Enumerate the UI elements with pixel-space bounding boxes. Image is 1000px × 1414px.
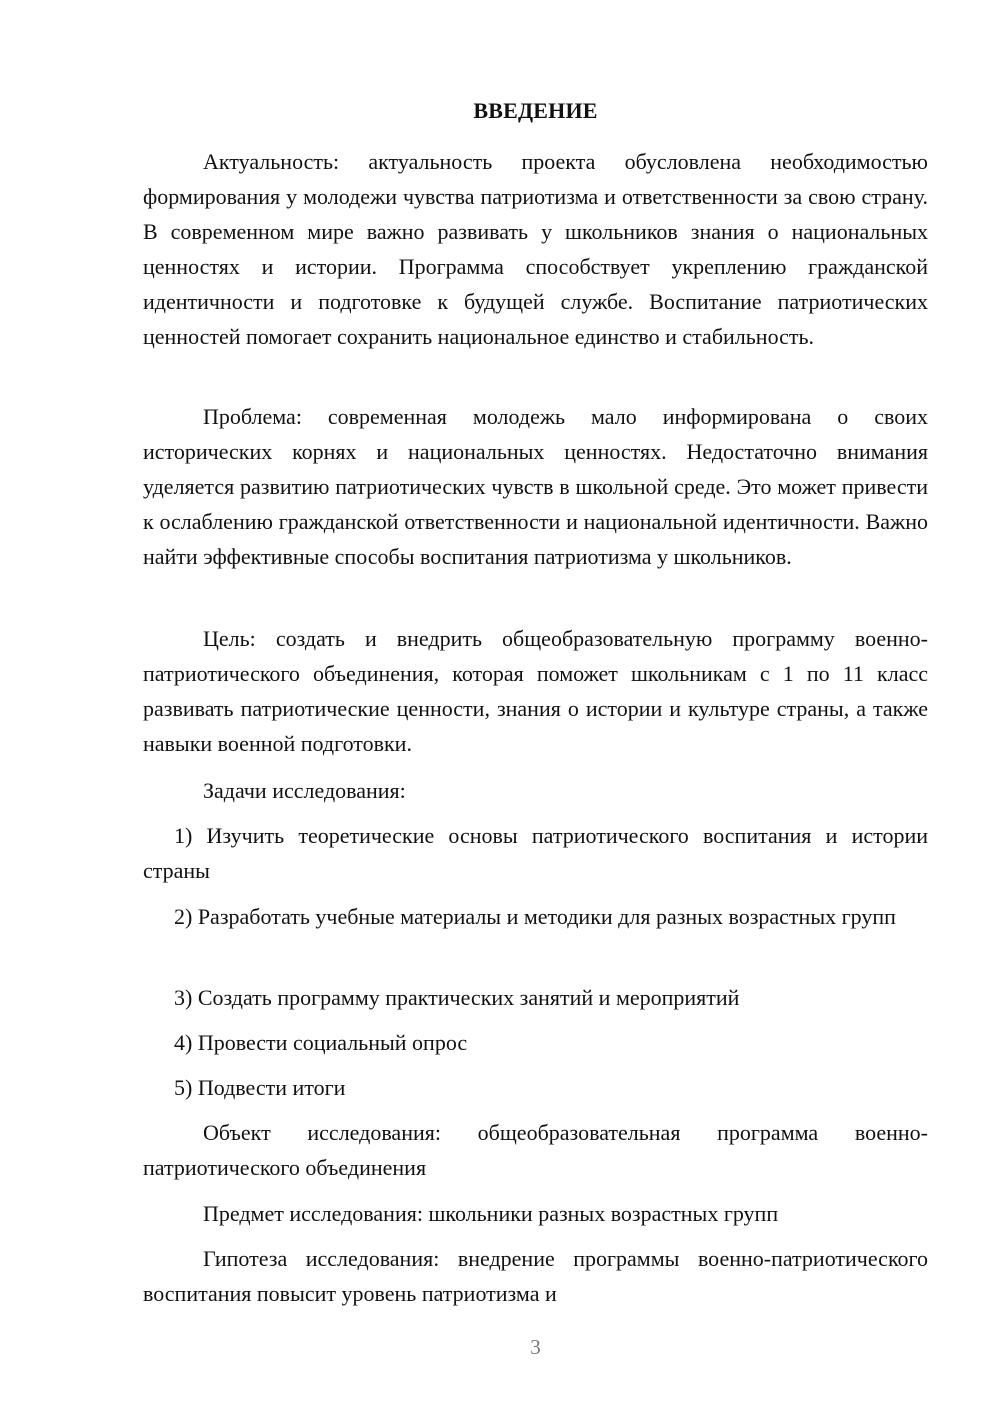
research-subject-paragraph: Предмет исследования: школьники разных возрастных групп [203, 1201, 779, 1226]
research-object-paragraph: Объект исследования: общеобразовательная программа военно-патриотического объединения [143, 1120, 928, 1180]
problem-paragraph: Проблема: современная молодежь мало информирована о своих исторических корнях и национальных ценностях. Недостаточно внимания уделяется развитию патриотических чувств в школьной среде. Это может привести к ослаблению гражданской ответственности и национальной идентичности. Важно найти эффективные способы воспитания патриотизма у школьников. [143, 404, 928, 569]
task-item-4: 4) Провести социальный опрос [174, 1030, 468, 1055]
relevance-paragraph: Актуальность: актуальность проекта обусловлена необходимостью формирования у молодежи чувства патриотизма и ответственности за свою страну. В современном мире важно развивать у школьников знания о национальных ценностях и истории. Программа способствует укреплению гражданской идентичности и подготовке к будущей службе. Воспитание патриотических ценностей помогает сохранить национальное единство и стабильность. [143, 149, 928, 349]
task-item-1: 1) Изучить теоретические основы патриотического воспитания и истории страны [143, 823, 928, 883]
task-item-5: 5) Подвести итоги [174, 1075, 346, 1100]
task-item-2: 2) Разработать учебные материалы и методики для разных возрастных групп [174, 904, 896, 929]
tasks-heading: Задачи исследования: [203, 778, 406, 803]
hypothesis-paragraph: Гипотеза исследования: внедрение программы военно-патриотического воспитания повысит уровень патриотизма и [143, 1246, 928, 1306]
goal-paragraph: Цель: создать и внедрить общеобразовательную программу военно-патриотического объединения, которая поможет школьникам с 1 по 11 класс развивать патриотические ценности, знания о истории и культуре страны, а также навыки военной подготовки. [143, 626, 928, 756]
page-number: 3 [530, 1335, 541, 1359]
document-page [143, 0, 928, 1414]
section-title: ВВЕДЕНИЕ [473, 98, 598, 123]
task-item-3: 3) Создать программу практических занятий и мероприятий [174, 985, 740, 1010]
